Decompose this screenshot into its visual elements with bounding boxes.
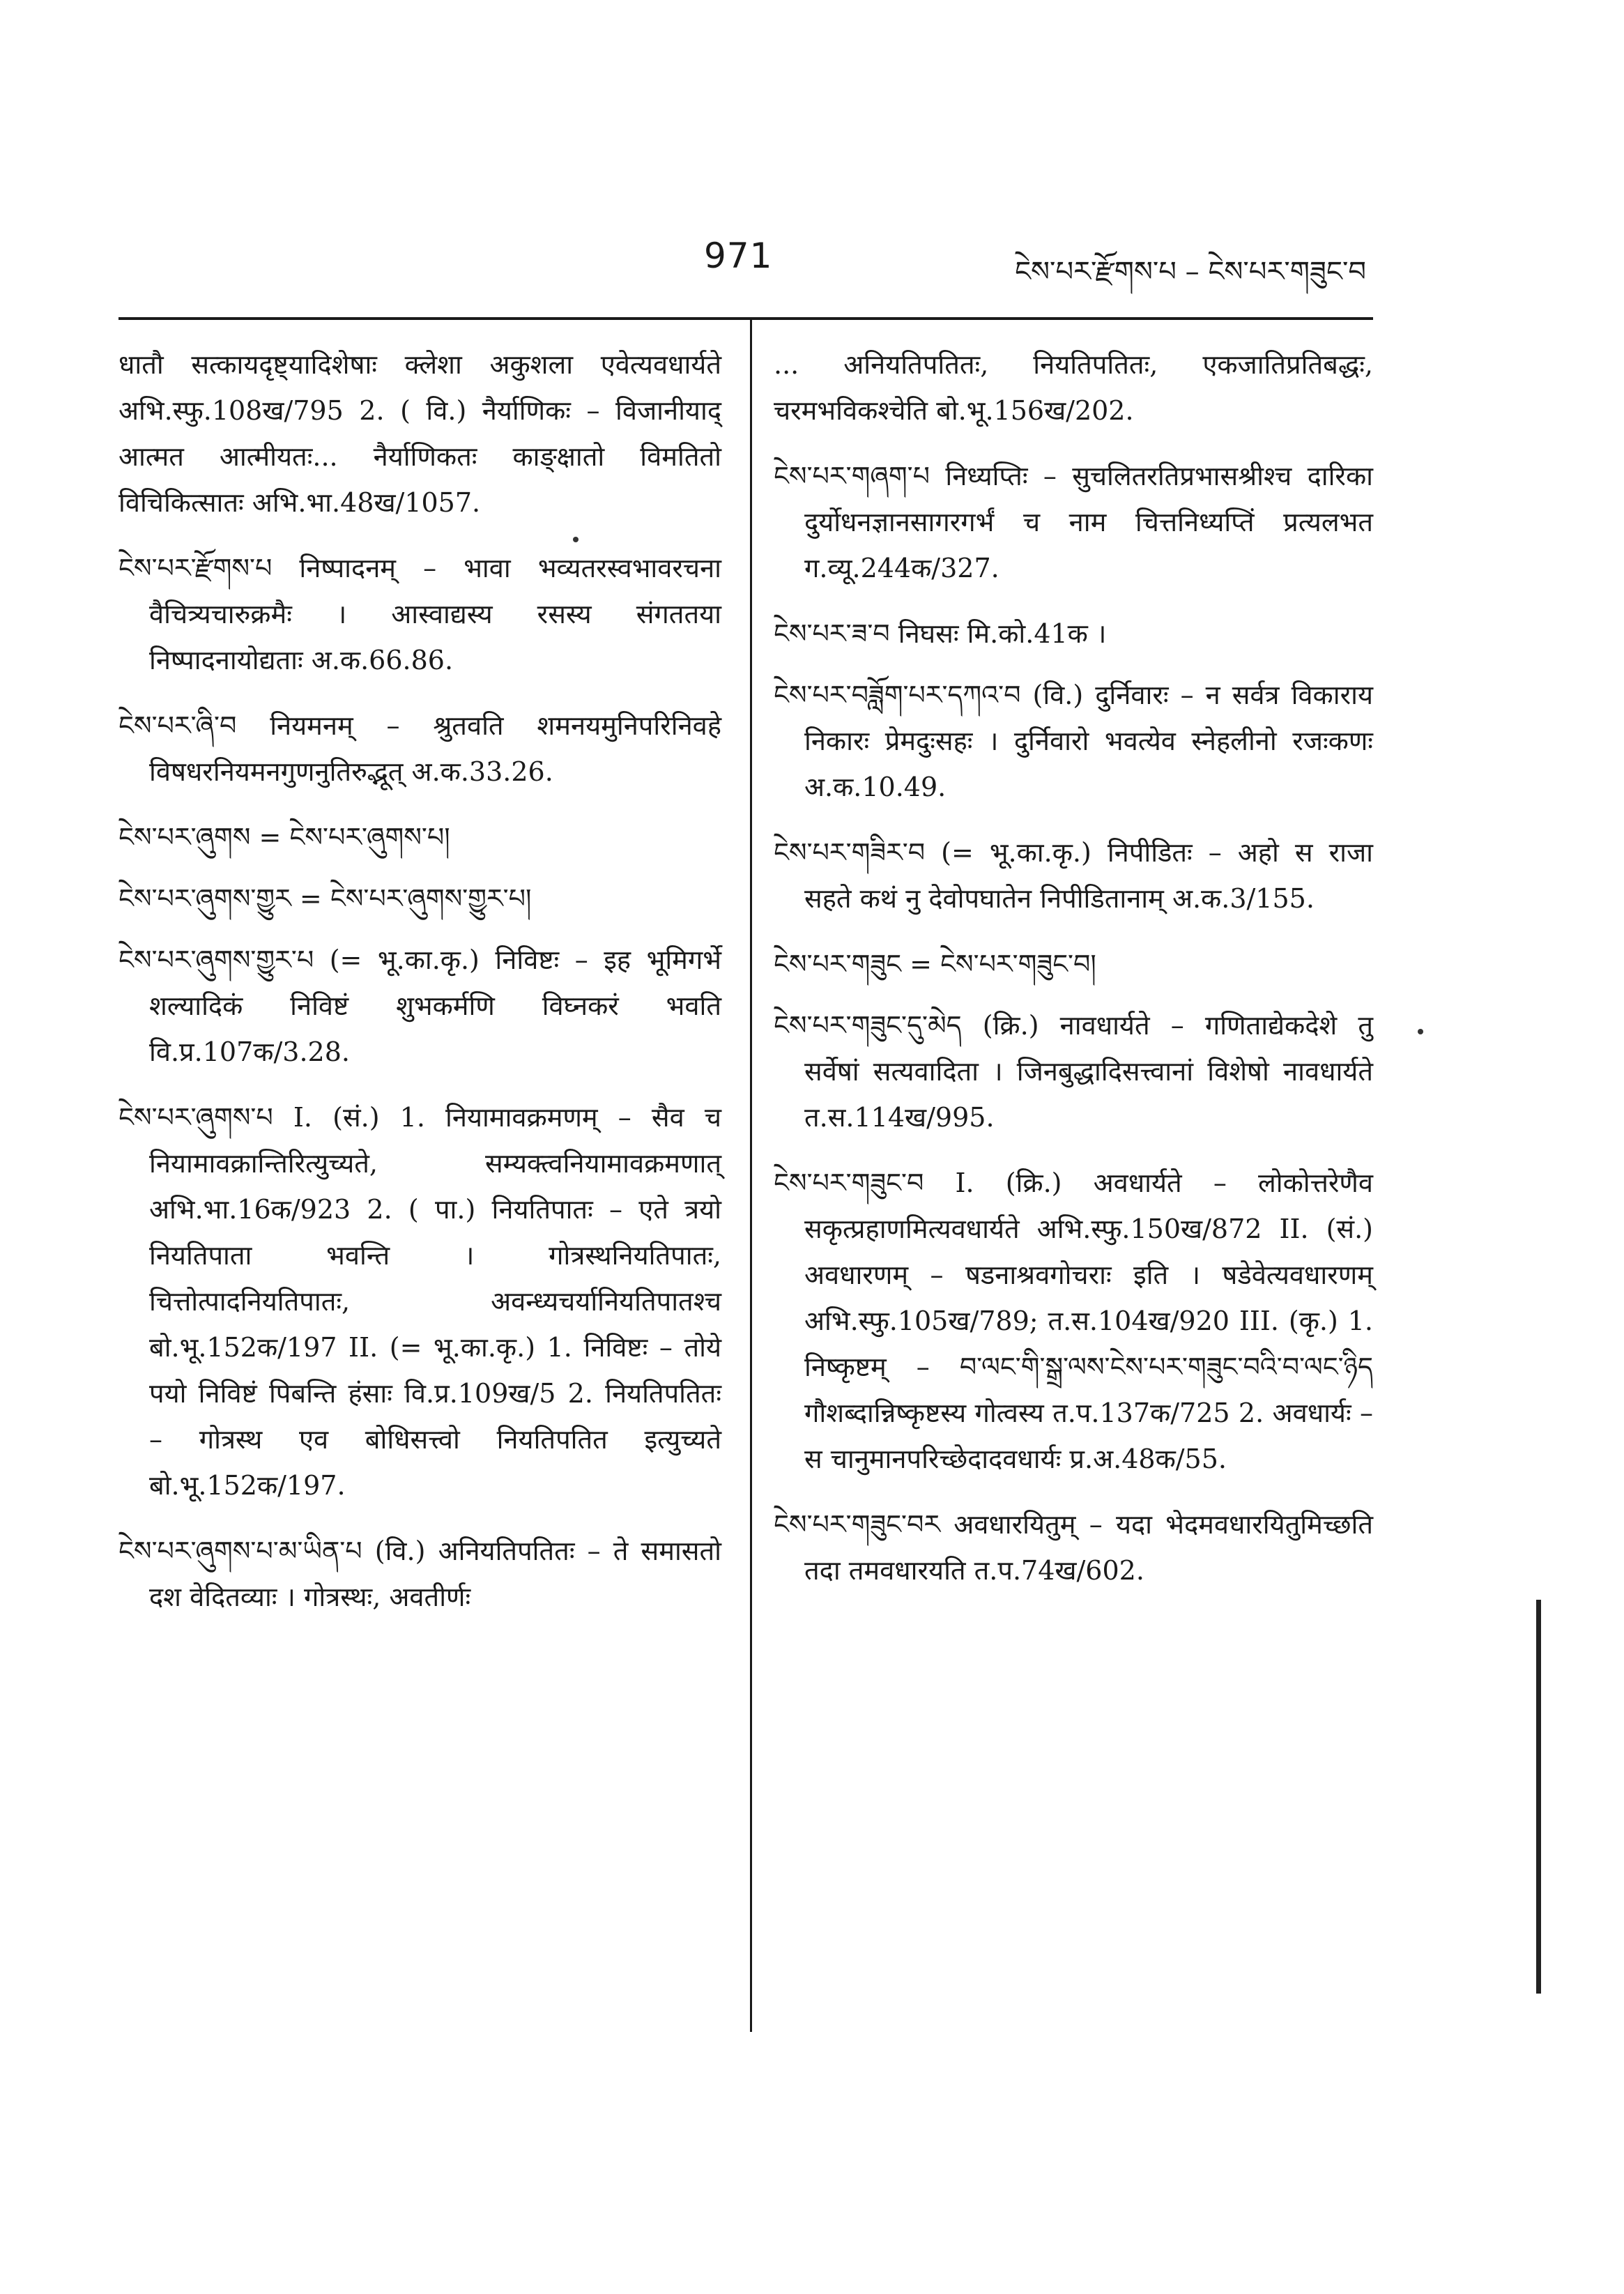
dictionary-entry: ངེས་པར་ཞུགས་གྱུར་པ (= भू.का.कृ.) निविष्टः – इह भूमिगर्भे शल्यादिकं निविष्टं शुभकर्मणि विघ्नकरं भवति वि.प्र.107क/3.28. [118,945,721,1067]
column-divider [750,317,752,2032]
dictionary-entry: ངེས་པར་ཞུགས་པ I. (सं.) 1. नियामावक्रमणम् – सैव च नियामावक्रान्तिरित्युच्यते, सम्यक्त्वनियामावक्रमणात् अभि.भा.16क/923 2. ( पा.) नियतिपातः – एते त्रयो नियतिपाता भवन्ति । गोत्रस्थनियतिपातः, चित्तोत्पादनियतिपातः, अवन्ध्यचर्यानियतिपातश्च बो.भू.152क/197 II. (= भू.का.कृ.) 1. निविष्टः – तोये पयो निविष्टं पिबन्ति हंसाः वि.प्र.109ख/5 2. नियतिपतितः – गोत्रस्थ एव बोधिसत्त्वो नियतिपतित इत्युच्यते बो.भू.152क/197. [118,1102,721,1501]
dictionary-entry: ངེས་པར་རྫོགས་པ निष्पादनम् – भावा भव्यतरस्वभावरचना वैचित्र्यचारुक्रमैः । आस्वाद्यस्य रसस्य संगततया निष्पादनायोद्यताः अ.क.66.86. [118,553,721,675]
header-rule [118,317,1373,320]
dictionary-entry: ངེས་པར་གཟུང = ངེས་པར་གཟུང་བ། [774,949,1096,979]
page-number: 971 [704,236,773,276]
dictionary-entry: ངེས་པར་བཟློག་པར་དཀའ་བ (वि.) दुर्निवारः – न सर्वत्र विकाराय निकारः प्रेमदुःसहः । दुर्निवारो भवत्येव स्नेहलीनो रजःकणः अ.क.10.49. [774,680,1373,802]
dictionary-entry: ངེས་པར་ཞི་བ नियमनम् – श्रुतवति शमनयमुनिपरिनिवहे विषधरनियमनगुणनुतिरुद्भूत् अ.क.33.26. [118,710,721,787]
dictionary-entry: ... अनियतिपतितः, नियतिपतितः, एकजातिप्रतिबद्धः, चरमभविकश्चेति बो.भू.156ख/202. [774,349,1373,426]
dictionary-entry: ངེས་པར་ཟ་བ निघसः मि.को.41क । [774,618,1107,649]
dictionary-entry: धातौ सत्कायदृष्ट्यादिशेषाः क्लेशा अकुशला एवेत्यवधार्यते अभि.स्फु.108ख/795 2. ( वि.) नैर्याणिकः – विजानीयाद् आत्मत आत्मीयतः... नैर्याणिकतः काङ्क्षातो विमतितो विचिकित्सातः अभि.भा.48ख/1057. [118,349,721,518]
dictionary-entry: ངེས་པར་གཟིར་བ (= भू.का.कृ.) निपीडितः – अहो स राजा सहते कथं नु देवोपघातेन निपीडितानाम् अ.क.3/155. [774,837,1373,914]
running-head: ངེས་པར་རྫོགས་པ – ངེས་པར་གཟུང་བ [1014,256,1366,288]
dictionary-entry: ངེས་པར་གཟུང་བ I. (क्रि.) अवधार्यते – लोकोत्तरेणैव सकृत्प्रहाणमित्यवधार्यते अभि.स्फु.150ख/872 II. (सं.) अवधारणम् – षडनाश्रवगोचराः इति । षडेवेत्यवधारणम् अभि.स्फु.105ख/789; त.स.104ख/920 III. (कृ.) 1. निष्कृष्टम् – བ་ལང་གི་སྒྲ་ལས་ངེས་པར་གཟུང་བའི་བ་ལང་ཉིད गौशब्दान्निष्कृष्टस्य गोत्वस्य त.प.137क/725 2. अवधार्यः – स चानुमानपरिच्छेदादवधार्यः प्र.अ.48क/55. [774,1168,1373,1474]
dictionary-entry: ངེས་པར་གཟུང་བར अवधारयितुम् – यदा भेदमवधारयितुमिच्छति तदा तमवधारयति त.प.74ख/602. [774,1509,1373,1586]
dictionary-entry: ངེས་པར་ཞུགས་པ་མ་ཡིན་པ (वि.) अनियतिपतितः – ते समासतो दश वेदितव्याः । गोत्रस्थः, अवतीर्णः [118,1536,721,1612]
stray-dot [1418,1029,1423,1034]
dictionary-entry: ངེས་པར་གཟུང་དུ་མེད (क्रि.) नावधार्यते – गणिताद्येकदेशे तु सर्वेषां सत्यवादिता । जिनबुद्धादिसत्त्वानां विशेषो नावधार्यते त.स.114ख/995. [774,1010,1373,1133]
left-column [118,342,721,1639]
dictionary-entry: ངེས་པར་ཞུགས་གྱུར = ངེས་པར་ཞུགས་གྱུར་པ། [118,883,532,914]
dictionary-entry: ངེས་པར་གཞག་པ निध्यप्तिः – सुचलितरतिप्रभासश्रीश्च दारिका दुर्योधनज्ञानसागरगर्भं च नाम चित्तनिध्यप्तिं प्रत्यलभत ग.व्यू.244क/327. [774,461,1373,583]
margin-bar [1536,1600,1541,1994]
dictionary-entry: ངེས་པར་ཞུགས = ངེས་པར་ཞུགས་པ། [118,822,450,852]
right-column [774,342,1373,1613]
